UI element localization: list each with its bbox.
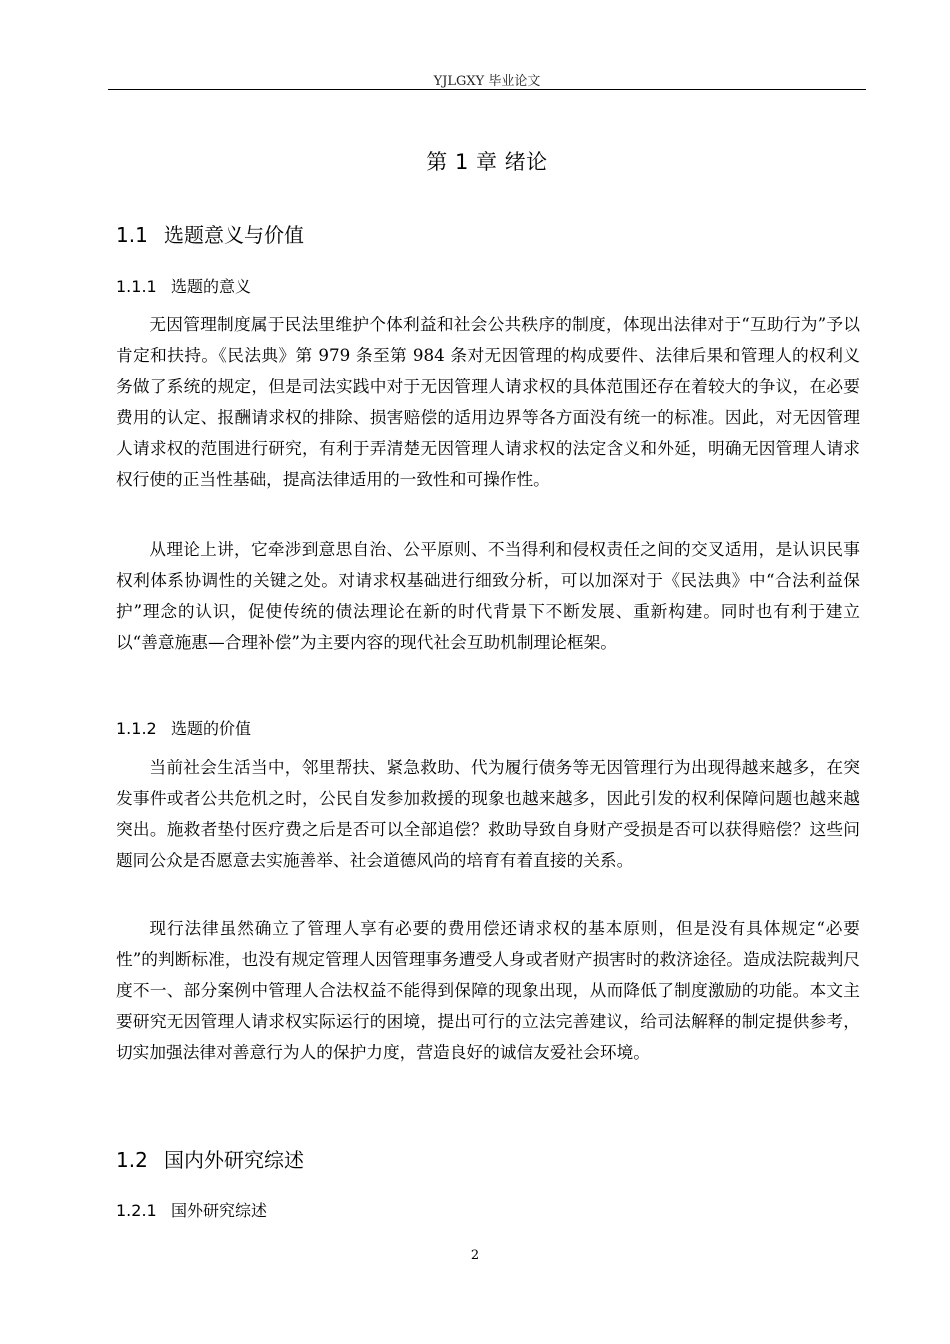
subsection-title: 选题的意义 bbox=[171, 277, 252, 296]
header-rule bbox=[108, 89, 866, 90]
section-number: 1.1 bbox=[116, 223, 148, 247]
subsection-heading-1-1-1 bbox=[116, 274, 251, 297]
subsection-number: 1.1.1 bbox=[116, 277, 157, 296]
running-header: YJLGXY 毕业论文 bbox=[433, 74, 541, 89]
section-heading-1-1 bbox=[116, 219, 304, 248]
section-title: 选题意义与价值 bbox=[164, 223, 304, 247]
paragraph-significance-2: 从理论上讲，它牵涉到意思自治、公平原则、不当得利和侵权责任之间的交叉适用，是认识民事权利体系协调性的关键之处。对请求权基础进行细致分析，可以加深对于《民法典》中“合法利益保护”理念的认识，促使传统的债法理论在新的时代背景下不断发展、重新构建。同时也有利于建立以“善意施惠—合理补偿”为主要内容的现代社会互助机制理论框架。 bbox=[116, 539, 860, 652]
subsection-title: 选题的价值 bbox=[171, 719, 252, 738]
paragraph-value-1: 当前社会生活当中，邻里帮扶、紧急救助、代为履行债务等无因管理行为出现得越来越多，在突发事件或者公共危机之时，公民自发参加救援的现象也越来越多，因此引发的权利保障问题也越来越突出。施救者垫付医疗费之后是否可以全部追偿？救助导致自身财产受损是否可以获得赔偿？这些问题同公众是否愿意去实施善举、社会道德风尚的培育有着直接的关系。 bbox=[116, 757, 860, 870]
section-heading-1-2 bbox=[116, 1144, 304, 1173]
subsection-heading-1-2-1 bbox=[116, 1198, 267, 1221]
subsection-title: 国外研究综述 bbox=[171, 1201, 268, 1220]
paragraph-value-2: 现行法律虽然确立了管理人享有必要的费用偿还请求权的基本原则，但是没有具体规定“必要性”的判断标准，也没有规定管理人因管理事务遭受人身或者财产损害时的救济途径。造成法院裁判尺度不一、部分案例中管理人合法权益不能得到保障的现象出现，从而降低了制度激励的功能。本文主要研究无因管理人请求权实际运行的困境，提出可行的立法完善建议，给司法解释的制定提供参考，切实加强法律对善意行为人的保护力度，营造良好的诚信友爱社会环境。 bbox=[116, 918, 860, 1062]
section-number: 1.2 bbox=[116, 1148, 148, 1172]
chapter-title: 第 1 章 绪论 bbox=[426, 150, 548, 174]
section-title: 国内外研究综述 bbox=[164, 1148, 304, 1172]
subsection-number: 1.1.2 bbox=[116, 719, 157, 738]
subsection-heading-1-1-2 bbox=[116, 716, 251, 739]
paragraph-significance-1: 无因管理制度属于民法里维护个体利益和社会公共秩序的制度，体现出法律对于“互助行为”予以肯定和扶持。《民法典》第 979 条至第 984 条对无因管理的构成要件、法律后果和管理人的权利义务做了系统的规定，但是司法实践中对于无因管理人请求权的具体范围还存在着较大的争议，在必要费用的认定、报酬请求权的排除、损害赔偿的适用边界等各方面没有统一的标准。因此，对无因管理人请求权的范围进行研究，有利于弄清楚无因管理人请求权的法定含义和外延，明确无因管理人请求权行使的正当性基础，提高法律适用的一致性和可操作性。 bbox=[116, 314, 860, 489]
page-number: 2 bbox=[470, 1248, 480, 1263]
subsection-number: 1.2.1 bbox=[116, 1201, 157, 1220]
